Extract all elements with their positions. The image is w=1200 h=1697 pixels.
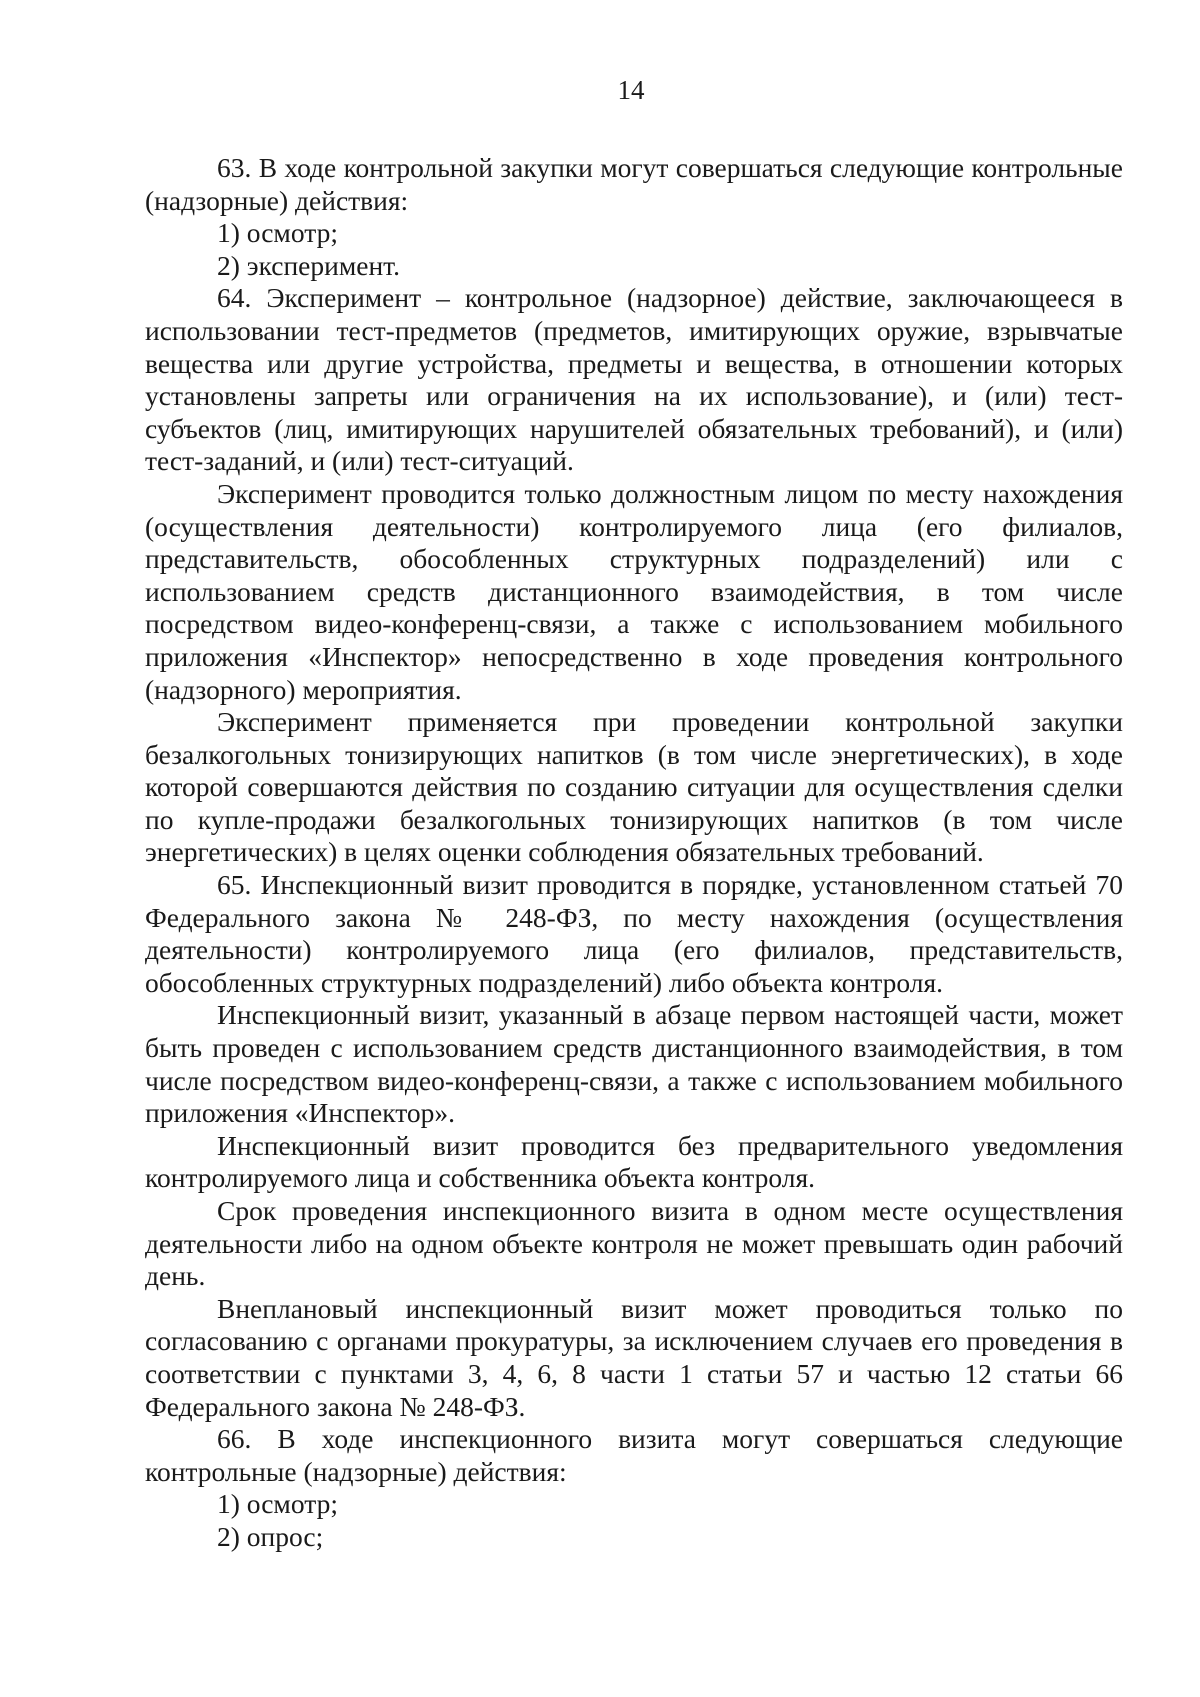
paragraph-65: 65. Инспекционный визит проводится в порядке, установленном статьей 70 Федерального закона № 248-ФЗ, по месту нахождения (осуществления деятельности) контролируемого лица (его филиалов, представительств, обособленных структурных подразделений) либо объекта контроля. [145, 869, 1123, 998]
document-body [145, 152, 1123, 1554]
paragraph-64: 64. Эксперимент – контрольное (надзорное) действие, заключающееся в использовании тест-предметов (предметов, имитирующих оружие, взрывчатые вещества или другие устройства, предметы и вещества, в отношении которых установлены запреты или ограничения на их использование), и (или) тест-субъектов (лиц, имитирующих нарушителей обязательных требований), и (или) тест-заданий, и (или) тест-ситуаций. [145, 282, 1123, 477]
list-item-inspection: 1) осмотр; [217, 217, 338, 249]
paragraph-visit-no-notice: Инспекционный визит проводится без предварительного уведомления контролируемого лица и собственника объекта контроля. [145, 1129, 1123, 1194]
paragraph-experiment-application: Эксперимент применяется при проведении контрольной закупки безалкогольных тонизирующих напитков (в том числе энергетических), в ходе которой совершаются действия по созданию ситуации для осуществления сделки по купле-продажи безалкогольных тонизирующих напитков (в том числе энергетических) в целях оценки соблюдения обязательных требований. [145, 706, 1123, 868]
list-item-inspection-2: 1) осмотр; [217, 1488, 338, 1520]
paragraph-visit-duration: Срок проведения инспекционного визита в одном месте осуществления деятельности либо на одном объекте контроля не может превышать один рабочий день. [145, 1195, 1123, 1292]
paragraph-63: 63. В ходе контрольной закупки могут совершаться следующие контрольные (надзорные) действия: [145, 152, 1123, 216]
paragraph-unscheduled-visit: Внеплановый инспекционный визит может проводиться только по согласованию с органами прокуратуры, за исключением случаев его проведения в соответствии с пунктами 3, 4, 6, 8 части 1 статьи 57 и частью 12 статьи 66 Федерального закона № 248-ФЗ. [145, 1292, 1123, 1422]
paragraph-visit-remote: Инспекционный визит, указанный в абзаце первом настоящей части, может быть проведен с использованием средств дистанционного взаимодействия, в том числе посредством видео-конференц-связи, а также с использованием мобильного приложения «Инспектор». [145, 999, 1123, 1129]
paragraph-experiment-location: Эксперимент проводится только должностным лицом по месту нахождения (осуществления деятельности) контролируемого лица (его филиалов, представительств, обособленных структурных подразделений) или с использованием средств дистанционного взаимодействия, в том числе посредством видео-конференц-связи, а также с использованием мобильного приложения «Инспектор» непосредственно в ходе проведения контрольного (надзорного) мероприятия. [145, 477, 1123, 705]
list-item-interview: 2) опрос; [217, 1520, 324, 1552]
paragraph-66: 66. В ходе инспекционного визита могут совершаться следующие контрольные (надзорные) действия: [145, 1423, 1123, 1487]
list-item-experiment: 2) эксперимент. [217, 249, 401, 281]
page-number: 14 [617, 75, 645, 105]
